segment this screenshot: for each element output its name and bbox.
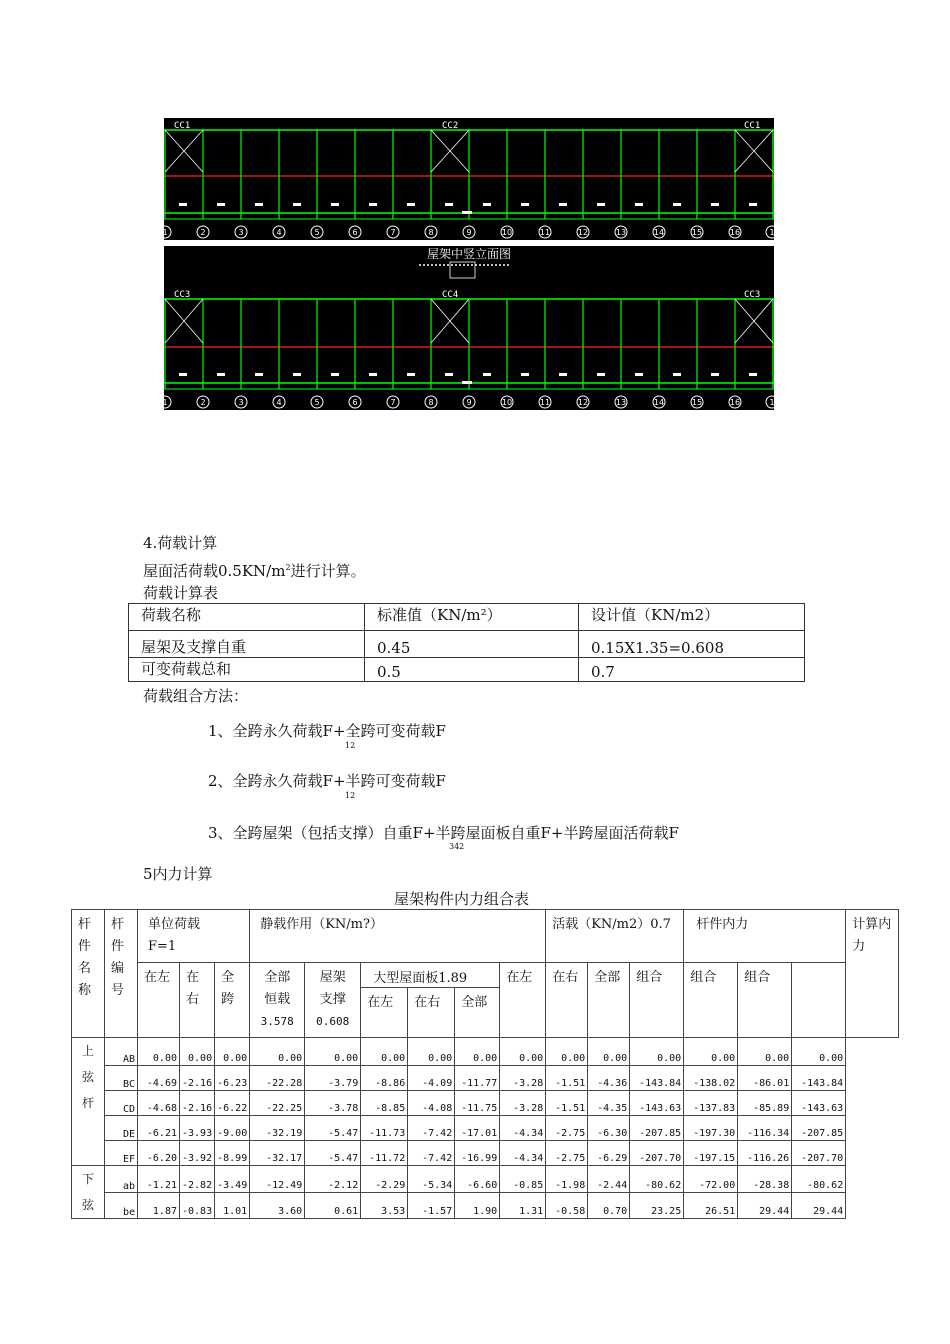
member-tag <box>217 203 225 206</box>
table-cell: 0.61 <box>305 1192 361 1219</box>
table-cell: 0.70 <box>588 1192 630 1219</box>
hdr-unit-load-text: 单位荷载 <box>148 917 201 932</box>
axis-number: 11 <box>539 398 551 407</box>
table-cell: -2.29 <box>361 1166 408 1193</box>
member-tag <box>559 373 567 376</box>
table-cell: -4.34 <box>500 1116 546 1141</box>
table-cell: 0.00 <box>305 1038 361 1066</box>
table-cell: -2.16 <box>180 1066 215 1091</box>
table-cell: -8.85 <box>361 1091 408 1116</box>
table-cell: -6.29 <box>588 1141 630 1166</box>
table-cell: -22.28 <box>250 1066 305 1091</box>
table-cell: 1.87 <box>138 1192 180 1219</box>
table-cell: -2.82 <box>180 1166 215 1193</box>
live-load-line <box>143 559 366 580</box>
member-code: EF <box>105 1141 138 1166</box>
axis-number: 1 <box>769 398 775 407</box>
table-cell: -28.38 <box>738 1166 792 1193</box>
member-group: 上 弦 杆 <box>72 1038 105 1166</box>
table-cell: -2.75 <box>546 1116 588 1141</box>
table-cell: -2.16 <box>180 1091 215 1116</box>
hdr-member-name: 杆件名称 <box>72 910 105 1038</box>
member-tag <box>711 373 719 376</box>
table-cell: 1.31 <box>500 1192 546 1219</box>
axis-number: 10 <box>501 398 513 407</box>
hdr-panel-left: 在左 <box>361 988 408 1038</box>
table-cell: -1.98 <box>546 1166 588 1193</box>
table-cell: 29.44 <box>792 1192 846 1219</box>
hdr-all-dead-text: 全部恒载 <box>264 970 291 1007</box>
load-cell: 0.7 <box>579 658 805 682</box>
table-cell: 0.00 <box>738 1038 792 1066</box>
member-tag <box>673 373 681 376</box>
table-cell: -0.58 <box>546 1192 588 1219</box>
table-cell: 0.00 <box>250 1038 305 1066</box>
table-row <box>72 1141 899 1166</box>
table-cell: 0.00 <box>500 1038 546 1066</box>
combination-title: 荷载组合方法： <box>143 687 249 705</box>
table-cell: 0.00 <box>630 1038 684 1066</box>
hdr-truss-support-val: 0.608 <box>316 1015 350 1028</box>
table-cell: -22.25 <box>250 1091 305 1116</box>
load-header-name: 荷载名称 <box>129 604 365 631</box>
table-row <box>72 1066 899 1091</box>
axis-number: 7 <box>390 398 396 407</box>
table-cell: -32.19 <box>250 1116 305 1141</box>
member-tag <box>559 203 567 206</box>
table-cell: -197.15 <box>684 1141 738 1166</box>
internal-force-table <box>71 909 899 1219</box>
table-cell: -207.70 <box>792 1141 846 1166</box>
table-cell: -3.93 <box>180 1116 215 1141</box>
table-cell: -207.85 <box>630 1116 684 1141</box>
member-tag <box>179 373 187 376</box>
table-cell: -4.35 <box>588 1091 630 1116</box>
member-tag <box>331 373 339 376</box>
combo-2-sub: 12 <box>345 791 356 800</box>
table-cell: 0.00 <box>792 1038 846 1066</box>
cad-elevation-bottom <box>164 246 774 410</box>
table-cell: -1.57 <box>408 1192 455 1219</box>
axis-number: 1 <box>769 228 775 237</box>
load-cell: 屋架及支撑自重 <box>129 631 365 658</box>
table-row <box>72 1116 899 1141</box>
frame-label: CC3 <box>174 290 191 300</box>
member-tag <box>673 203 681 206</box>
axis-number: 15 <box>691 398 703 407</box>
table-cell: -1.51 <box>546 1066 588 1091</box>
table-cell: -6.20 <box>138 1141 180 1166</box>
table-cell: -2.44 <box>588 1166 630 1193</box>
cad-elevation-top <box>164 118 774 240</box>
member-code: be <box>105 1192 138 1219</box>
axis-number: 8 <box>428 398 434 407</box>
member-group: 下 弦 <box>72 1166 105 1219</box>
axis-number: 2 <box>200 398 206 407</box>
member-tag <box>483 373 491 376</box>
axis-number: 2 <box>200 228 206 237</box>
combo-3: 3、全跨屋架（包括支撑）自重F+半跨屋面板自重F+半跨屋面活荷载F <box>208 824 679 842</box>
hdr-panel-all: 全部 <box>455 988 500 1038</box>
member-tag <box>521 373 529 376</box>
hdr-all-dead-val: 3.578 <box>260 1015 294 1028</box>
frame-label: CC3 <box>744 290 761 300</box>
table-cell: -3.92 <box>180 1141 215 1166</box>
member-code: DE <box>105 1116 138 1141</box>
hdr-full: 全跨 <box>215 963 250 1038</box>
axis-number: 11 <box>539 228 551 237</box>
load-header-design: 设计值（KN/m2） <box>579 604 805 631</box>
section-5-heading: 5内力计算 <box>143 865 213 883</box>
axis-number: 9 <box>466 398 472 407</box>
load-cell: 0.5 <box>365 658 579 682</box>
load-table-caption: 荷载计算表 <box>143 584 219 602</box>
axis-number: 12 <box>577 228 589 237</box>
table-cell: -116.34 <box>738 1116 792 1141</box>
table-cell: -3.28 <box>500 1066 546 1091</box>
elevation-drawing-bottom <box>164 246 774 410</box>
member-tag <box>483 203 491 206</box>
table-cell: -17.01 <box>455 1116 500 1141</box>
table-cell: -7.42 <box>408 1116 455 1141</box>
table-cell: -80.62 <box>792 1166 846 1193</box>
table-row <box>72 1192 899 1219</box>
combo-1-sub: 12 <box>345 741 356 750</box>
section-4-heading: 4.荷载计算 <box>143 534 218 552</box>
table-cell: -4.69 <box>138 1066 180 1091</box>
live-load-text: 屋面活荷载0.5KN/m <box>143 562 286 580</box>
axis-number: 6 <box>352 228 358 237</box>
member-tag <box>711 203 719 206</box>
hdr-all-dead <box>250 963 305 1038</box>
table-cell: -5.47 <box>305 1116 361 1141</box>
axis-number: 1 <box>162 228 168 237</box>
member-code: AB <box>105 1038 138 1066</box>
member-tag <box>462 381 472 384</box>
axis-number: 16 <box>729 228 741 237</box>
axis-number: 7 <box>390 228 396 237</box>
load-cell: 可变荷载总和 <box>129 658 365 682</box>
table-cell: -3.28 <box>500 1091 546 1116</box>
member-tag <box>293 373 301 376</box>
table-cell: 0.00 <box>546 1038 588 1066</box>
table-cell: -6.22 <box>215 1091 250 1116</box>
axis-number: 5 <box>314 228 320 237</box>
member-tag <box>255 373 263 376</box>
table-cell: -143.84 <box>792 1066 846 1091</box>
member-tag <box>369 373 377 376</box>
table-cell: 0.00 <box>215 1038 250 1066</box>
member-tag <box>217 373 225 376</box>
table-cell: -86.01 <box>738 1066 792 1091</box>
table-cell: -138.02 <box>684 1066 738 1091</box>
axis-number: 4 <box>276 398 282 407</box>
table-cell: 1.90 <box>455 1192 500 1219</box>
load-cell: 0.45 <box>365 631 579 658</box>
table-cell: -143.63 <box>792 1091 846 1116</box>
table-cell: -3.49 <box>215 1166 250 1193</box>
table-cell: 0.00 <box>588 1038 630 1066</box>
hdr-live: 活载（KN/m2）0.7 <box>546 910 684 963</box>
table-cell: -137.83 <box>684 1091 738 1116</box>
axis-number: 15 <box>691 228 703 237</box>
frame-label: CC4 <box>442 290 459 300</box>
axis-number: 14 <box>653 398 665 407</box>
table-cell: -12.49 <box>250 1166 305 1193</box>
hdr-unit-load <box>138 910 250 963</box>
table-cell: -5.34 <box>408 1166 455 1193</box>
load-cell: 0.15X1.35=0.608 <box>579 631 805 658</box>
axis-number: 12 <box>577 398 589 407</box>
member-tag <box>407 373 415 376</box>
table-cell: 0.00 <box>180 1038 215 1066</box>
live-load-end: 进行计算。 <box>290 562 366 580</box>
table-cell: -197.30 <box>684 1116 738 1141</box>
table-cell: -0.83 <box>180 1192 215 1219</box>
axis-number: 10 <box>501 228 513 237</box>
table-cell: -11.72 <box>361 1141 408 1166</box>
table-cell: -4.09 <box>408 1066 455 1091</box>
drawing-title: 屋架中竖立面图 <box>426 247 512 261</box>
table-cell: 0.00 <box>684 1038 738 1066</box>
table-cell: -32.17 <box>250 1141 305 1166</box>
table-cell: 0.00 <box>138 1038 180 1066</box>
table-cell: 0.00 <box>408 1038 455 1066</box>
table-cell: 1.01 <box>215 1192 250 1219</box>
member-tag <box>749 203 757 206</box>
table-cell: -143.63 <box>630 1091 684 1116</box>
table-cell: -80.62 <box>630 1166 684 1193</box>
axis-number: 5 <box>314 398 320 407</box>
combo-3-sub: 342 <box>449 842 465 851</box>
member-tag <box>749 373 757 376</box>
table-cell: -3.78 <box>305 1091 361 1116</box>
member-code: CD <box>105 1091 138 1116</box>
hdr-live-left: 在左 <box>500 963 546 1038</box>
member-code: BC <box>105 1066 138 1091</box>
member-tag <box>179 203 187 206</box>
table-cell: -8.99 <box>215 1141 250 1166</box>
table-cell: -85.89 <box>738 1091 792 1116</box>
member-tag <box>331 203 339 206</box>
hdr-live-right: 在右 <box>546 963 588 1038</box>
member-tag <box>445 203 453 206</box>
frame-label: CC2 <box>442 121 459 131</box>
table-cell: -11.75 <box>455 1091 500 1116</box>
table-cell: -7.42 <box>408 1141 455 1166</box>
member-tag <box>635 203 643 206</box>
load-header-standard: 标准值（KN/m²） <box>365 604 579 631</box>
member-tag <box>445 373 453 376</box>
hdr-unit-load-f: F=1 <box>148 939 177 954</box>
axis-number: 6 <box>352 398 358 407</box>
member-tag <box>635 373 643 376</box>
table-cell: 29.44 <box>738 1192 792 1219</box>
frame-label: CC1 <box>744 121 761 131</box>
hdr-panel-right: 在右 <box>408 988 455 1038</box>
hdr-truss-support-text: 屋架支撑 <box>319 970 346 1007</box>
axis-number: 3 <box>238 398 244 407</box>
live-load-sup: 2 <box>285 563 291 572</box>
hdr-live-all: 全部 <box>588 963 630 1038</box>
axis-number: 13 <box>615 398 627 407</box>
table-cell: 26.51 <box>684 1192 738 1219</box>
table-cell: -72.00 <box>684 1166 738 1193</box>
axis-number: 16 <box>729 398 741 407</box>
hdr-combo-2: 组合 <box>684 963 738 1038</box>
table-cell: -143.84 <box>630 1066 684 1091</box>
member-tag <box>597 373 605 376</box>
table-cell: 0.00 <box>361 1038 408 1066</box>
force-table-caption: 屋架构件内力组合表 <box>394 890 530 908</box>
table-cell: -4.36 <box>588 1066 630 1091</box>
combo-1: 1、全跨永久荷载F+全跨可变荷载F <box>208 722 446 740</box>
table-cell: -207.70 <box>630 1141 684 1166</box>
axis-number: 8 <box>428 228 434 237</box>
member-tag <box>521 203 529 206</box>
combo-2: 2、全跨永久荷载F+半跨可变荷载F <box>208 772 446 790</box>
table-cell: 3.53 <box>361 1192 408 1219</box>
table-cell: -4.68 <box>138 1091 180 1116</box>
hdr-static: 静载作用（KN/m?） <box>250 910 546 963</box>
table-cell: -4.34 <box>500 1141 546 1166</box>
hdr-combo-1: 组合 <box>630 963 684 1038</box>
hdr-member-no: 杆件编号 <box>105 910 138 1038</box>
hdr-calc: 计算内力 <box>846 910 899 1038</box>
table-cell: 0.00 <box>455 1038 500 1066</box>
axis-number: 3 <box>238 228 244 237</box>
load-calc-table <box>128 603 805 682</box>
table-cell: -16.99 <box>455 1141 500 1166</box>
hdr-truss-support <box>305 963 361 1038</box>
table-cell: -11.77 <box>455 1066 500 1091</box>
table-cell: -1.21 <box>138 1166 180 1193</box>
hdr-left: 在左 <box>138 963 180 1038</box>
table-cell: -5.47 <box>305 1141 361 1166</box>
elevation-drawing-top <box>164 118 774 240</box>
hdr-right: 在右 <box>180 963 215 1038</box>
axis-number: 1 <box>162 398 168 407</box>
member-tag <box>369 203 377 206</box>
table-cell: -1.51 <box>546 1091 588 1116</box>
table-cell: -6.23 <box>215 1066 250 1091</box>
table-row <box>72 1166 899 1193</box>
hdr-combo-3: 组合 <box>738 963 792 1038</box>
member-code: ab <box>105 1166 138 1193</box>
hdr-large-panel: 大型屋面板1.89 <box>361 963 500 988</box>
table-cell: -207.85 <box>792 1116 846 1141</box>
table-cell: -0.85 <box>500 1166 546 1193</box>
member-tag <box>255 203 263 206</box>
member-tag <box>462 211 472 214</box>
member-tag <box>597 203 605 206</box>
member-tag <box>407 203 415 206</box>
axis-number: 4 <box>276 228 282 237</box>
table-cell: -11.73 <box>361 1116 408 1141</box>
hdr-internal: 杆件内力 <box>684 910 846 963</box>
table-cell: 3.60 <box>250 1192 305 1219</box>
table-cell: -8.86 <box>361 1066 408 1091</box>
table-row <box>72 1091 899 1116</box>
table-cell: -6.60 <box>455 1166 500 1193</box>
table-cell: 23.25 <box>630 1192 684 1219</box>
axis-number: 14 <box>653 228 665 237</box>
table-row <box>72 1038 899 1066</box>
table-cell: -3.79 <box>305 1066 361 1091</box>
table-cell: -116.26 <box>738 1141 792 1166</box>
frame-label: CC1 <box>174 121 191 131</box>
table-cell: -6.21 <box>138 1116 180 1141</box>
table-cell: -2.75 <box>546 1141 588 1166</box>
axis-number: 9 <box>466 228 472 237</box>
member-tag <box>293 203 301 206</box>
table-cell: -2.12 <box>305 1166 361 1193</box>
axis-number: 13 <box>615 228 627 237</box>
table-cell: -4.08 <box>408 1091 455 1116</box>
table-cell: -6.30 <box>588 1116 630 1141</box>
table-cell: -9.00 <box>215 1116 250 1141</box>
